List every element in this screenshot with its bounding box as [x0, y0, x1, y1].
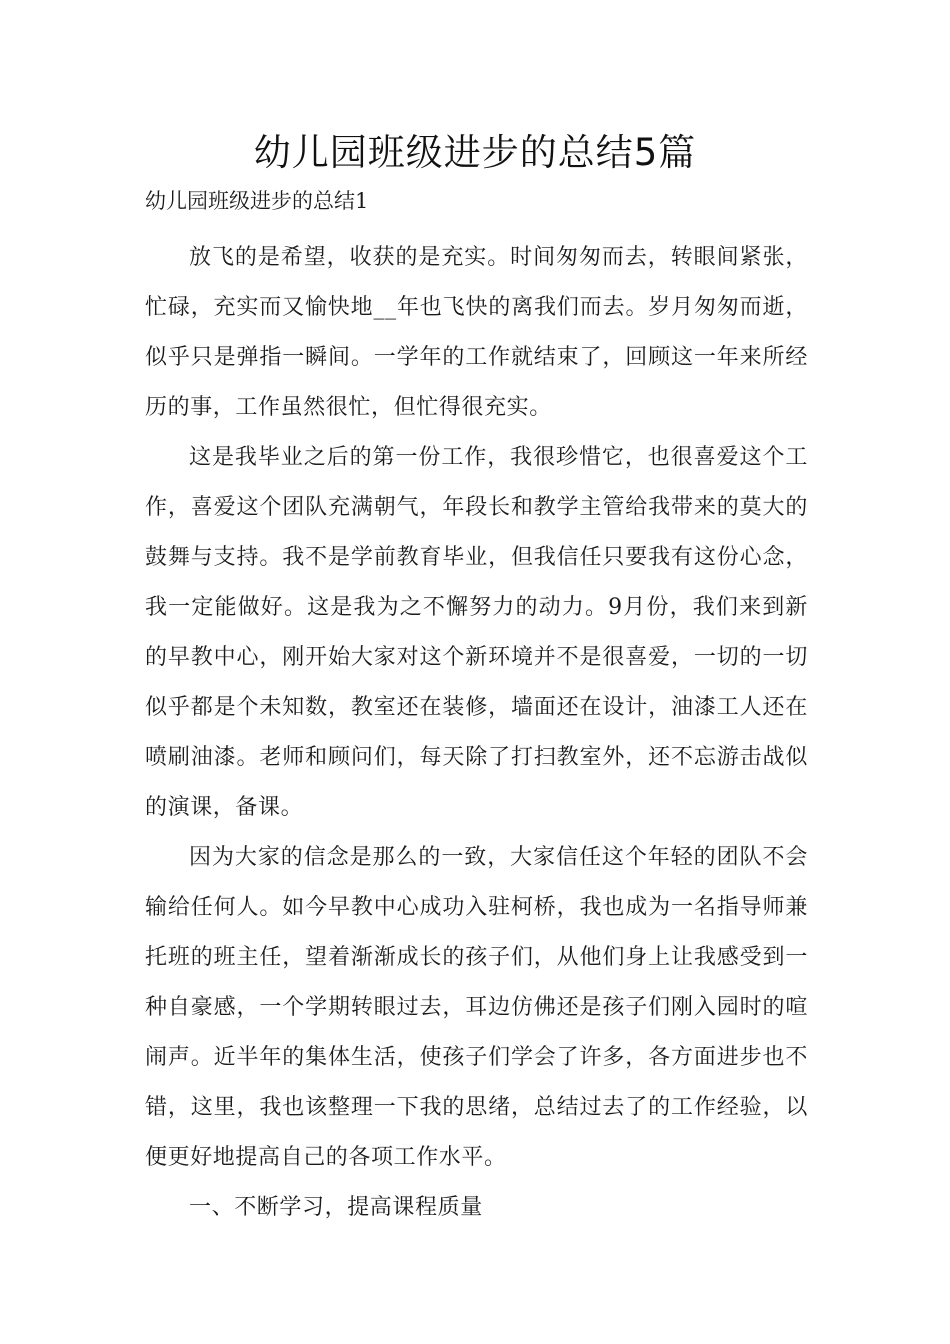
document-subtitle: 幼儿园班级进步的总结1 — [145, 189, 369, 213]
document-body — [145, 233, 808, 1233]
paragraph: 这是我毕业之后的第一份工作，我很珍惜它，也很喜爱这个工作，喜爱这个团队充满朝气，年段长和教学主管给我带来的莫大的鼓舞与支持。我不是学前教育毕业，但我信任只要我有这份心念，我一定能做好。这是我为之不懈努力的动力。9月份，我们来到新的早教中心，刚开始大家对这个新环境并不是很喜爱，一切的一切似乎都是个未知数，教室还在装修，墙面还在设计，油漆工人还在喷刷油漆。老师和顾问们，每天除了打扫教室外，还不忘游击战似的演课，备课。 — [145, 445, 808, 820]
paragraph: 因为大家的信念是那么的一致，大家信任这个年轻的团队不会输给任何人。如今早教中心成功入驻柯桥，我也成为一名指导师兼托班的班主任，望着渐渐成长的孩子们，从他们身上让我感受到一种自豪感，一个学期转眼过去，耳边仿佛还是孩子们刚入园时的喧闹声。近半年的集体生活，使孩子们学会了许多，各方面进步也不错，这里，我也该整理一下我的思绪，总结过去了的工作经验，以便更好地提高自己的各项工作水平。 — [145, 845, 808, 1170]
paragraph: 放飞的是希望，收获的是充实。时间匆匆而去，转眼间紧张，忙碌，充实而又愉快地__年也飞快的离我们而去。岁月匆匆而逝，似乎只是弹指一瞬间。一学年的工作就结束了，回顾这一年来所经历的事，工作虽然很忙，但忙得很充实。 — [145, 245, 808, 420]
section-heading: 一、不断学习，提高课程质量 — [189, 1195, 483, 1220]
document-title: 幼儿园班级进步的总结5篇 — [253, 131, 697, 174]
